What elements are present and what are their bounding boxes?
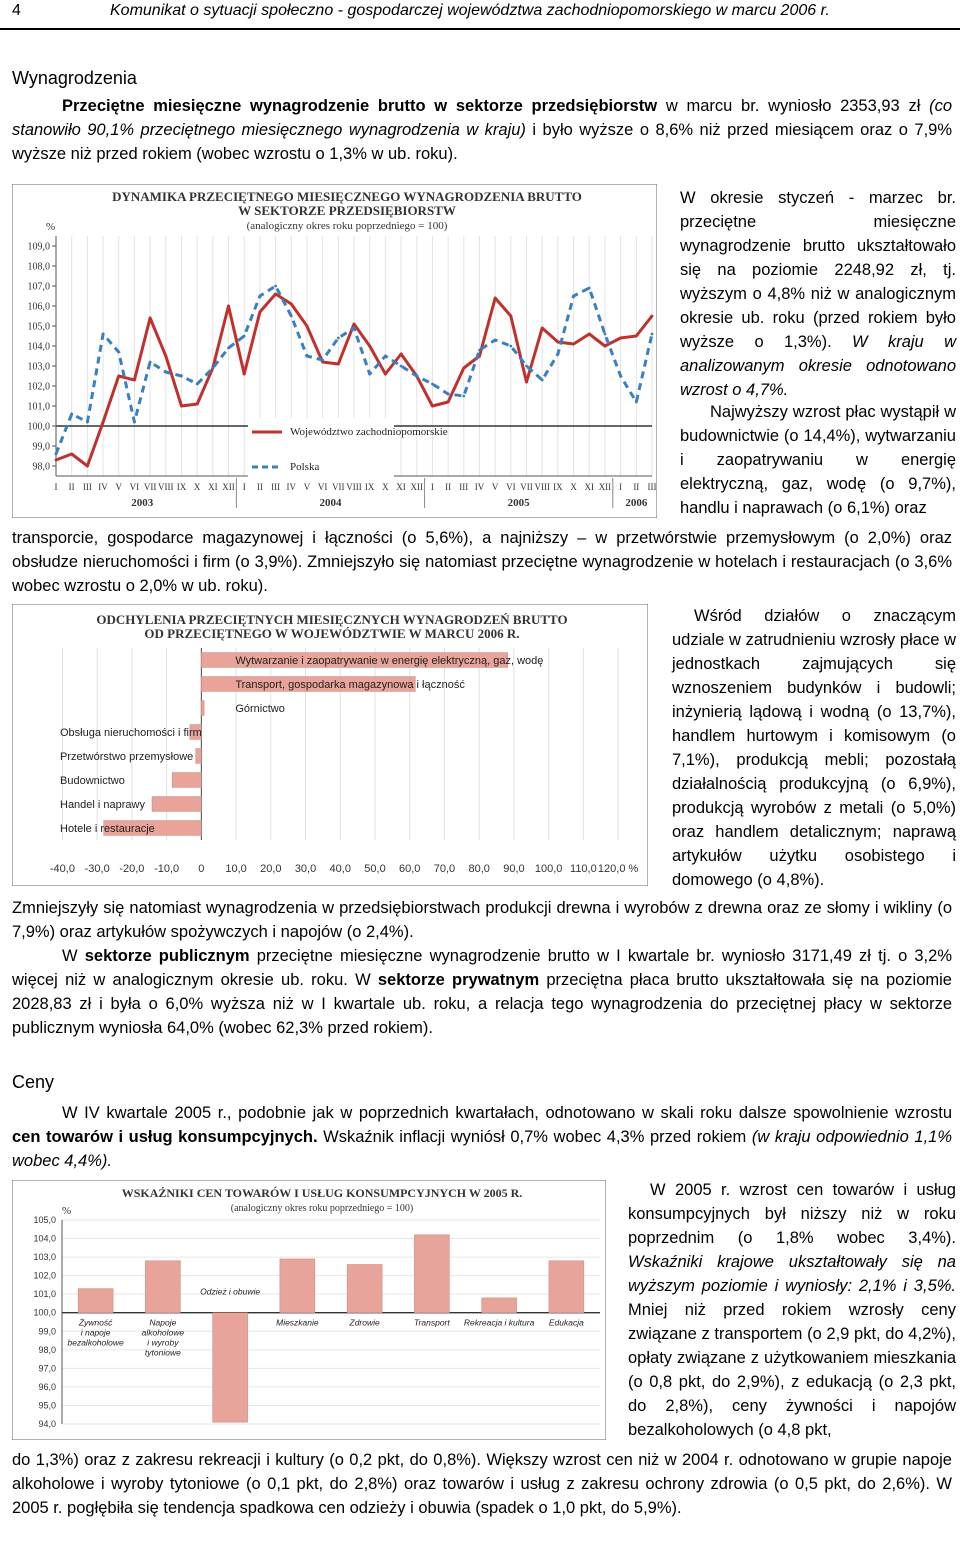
y-tick-label: 107,0: [27, 281, 50, 293]
x-tick-label: I: [54, 482, 58, 492]
data-point: [102, 421, 105, 424]
x-tick-label: 80,0: [468, 863, 490, 875]
wages-side-paragraph-3: Wśród działów o znaczącym udziale w zatrudnieniu wzrosły płace w jednostkach zajmujących się wznoszeniem budynków i budowli; inżynierią lądową i wodną (o 13,7%), handlem hurtowym i komisowym (o 7,1%), produkcją mebli; pozostałą działalnością produkcyjną (o 6,9%), produkcją wyrobów z metali (o 5,0%) oraz handlem detalicznym; naprawą artykułów użytku osobistego i domowego (o 4,8%).: [672, 607, 956, 889]
y-tick-label: 99,0: [38, 1326, 56, 1337]
x-tick-label: III: [271, 482, 281, 492]
y-tick-label: 94,0: [38, 1419, 56, 1429]
y-tick-label: 102,0: [27, 381, 50, 393]
bar-category-label: i napoje: [80, 1327, 111, 1338]
x-tick-label: VI: [317, 482, 328, 492]
bar-category-label: Transport, gospodarka magazynowa i łączność: [235, 679, 465, 691]
x-tick-label: II: [633, 482, 640, 492]
data-point: [321, 359, 324, 362]
x-tick-label: IV: [98, 482, 108, 492]
x-tick-label: 30,0: [294, 863, 317, 875]
data-point: [258, 295, 261, 298]
legend-label-region: Województwo zachodniopomorskie: [290, 426, 448, 438]
data-point: [635, 401, 638, 404]
x-tick-label: IV: [474, 482, 485, 492]
data-point: [337, 363, 340, 366]
data-point: [525, 381, 528, 384]
data-point: [353, 323, 356, 326]
x-tick-label: 60,0: [399, 863, 421, 875]
data-point: [133, 421, 136, 424]
prices-side-text-b: Mniej niż przed rokiem wzrosły ceny związane z transportem (o 2,9 pkt, do 4,2%), opłaty związane z użytkowaniem mieszkania (o 0,8 pkt, do 2,9%), z edukacją (o 2,3 pkt, do 2,8%), ceny żywności i napojów bezalkoholowych (o 4,8 pkt,: [628, 1301, 956, 1439]
x-tick-label: V: [491, 482, 499, 492]
wages-p4-text-a: W: [62, 947, 85, 965]
wages-p4-public-sector: sektorze publicznym: [84, 947, 250, 965]
data-point: [494, 297, 497, 300]
wages-side-paragraph-1: [680, 186, 956, 402]
y-axis-unit: %: [46, 221, 56, 233]
data-point: [164, 371, 167, 374]
x-tick-label: IX: [553, 482, 563, 492]
data-point: [274, 293, 277, 296]
year-label: 2003: [131, 497, 154, 509]
price-index-bar: [347, 1265, 382, 1313]
price-index-bar: [213, 1313, 248, 1422]
price-index-bar-chart: [12, 1180, 606, 1440]
wages-p1-bold: Przeciętne miesięczne wynagrodzenie brutto w sektorze przedsiębiorstw: [62, 97, 658, 115]
data-point: [227, 305, 230, 308]
wages-side1-text: W okresie styczeń - marzec br. przeciętne miesięczne wynagrodzenie brutto ukształtowało się na poziomie 2248,92 zł, tj. wyższym o 4,8% niż w analogicznym okresie ub. roku (przed rokiem było wyższe o 1,3%).: [680, 189, 956, 351]
bar-category-label: Wytwarzanie i zaopatrywanie w energię elektryczną, gaz, wodę: [235, 655, 544, 667]
x-tick-label: I: [619, 482, 623, 492]
x-tick-label: IV: [286, 482, 297, 492]
data-point: [556, 341, 559, 344]
data-point: [384, 355, 387, 358]
x-tick-label: 0: [198, 863, 205, 875]
data-point: [243, 373, 246, 376]
y-tick-label: 103,0: [27, 361, 50, 373]
data-point: [227, 347, 230, 350]
x-tick-label: II: [445, 482, 452, 492]
year-label: 2006: [625, 497, 648, 509]
y-tick-label: 103,0: [33, 1252, 56, 1263]
x-tick-label: XII: [598, 482, 612, 492]
y-tick-label: 105,0: [27, 321, 50, 333]
y-tick-label: 108,0: [27, 261, 50, 273]
x-tick-label: V: [115, 482, 122, 492]
x-tick-label: 110,0: [570, 863, 597, 875]
data-point: [117, 351, 120, 354]
deviation-bar: [196, 749, 202, 764]
data-point: [337, 337, 340, 340]
price-index-bar: [280, 1259, 315, 1313]
wages-paragraph-3: Zmniejszyły się natomiast wynagrodzenia w przedsiębiorstwach produkcji drewna i wyrobów z drewna oraz ze słomy i wikliny (o 7,9%) oraz artykułów spożywczych i napojów (o 2,4%).: [12, 899, 952, 941]
prices-side-text-a: W 2005 r. wzrost cen towarów i usług konsumpcyjnych był niższy niż w roku poprzednim (o 1,8% wobec 3,4%).: [628, 1181, 956, 1247]
data-point: [180, 405, 183, 408]
wages-p4-text-d: przeciętna płaca brutto ukształtowała się na poziomie 2028,83 zł i była o 6,0% wyższa niż w I kwartale ub. roku, a relacja tego wynagrodzenia do przeciętnej płacy w sektorze publicznym wyniosła 64,0% (wobec 62,3% przed rokiem).: [12, 971, 952, 1037]
x-tick-label: -40,0: [49, 863, 75, 875]
data-point: [55, 459, 58, 462]
data-point: [384, 373, 387, 376]
bar-category-label: Mieszkanie: [276, 1317, 319, 1328]
data-point: [509, 345, 512, 348]
bar-category-label: Żywność: [78, 1317, 113, 1328]
data-point: [243, 335, 246, 338]
chart-title: ODCHYLENIA PRZECIĘTNYCH MIESIĘCZNYCH WYNAGRODZEŃ BRUTTO: [96, 612, 568, 627]
y-tick-label: 100,0: [27, 421, 50, 433]
x-tick-label: 120,0 %: [597, 863, 639, 875]
y-tick-label: 97,0: [38, 1363, 56, 1374]
data-point: [509, 315, 512, 318]
wage-deviation-bar-chart: [12, 604, 648, 886]
section-heading-prices: Ceny: [12, 1072, 55, 1092]
x-tick-label: IX: [176, 482, 187, 492]
y-tick-label: 109,0: [27, 241, 50, 253]
x-tick-label: XI: [584, 482, 595, 492]
deviation-bar: [172, 773, 201, 788]
bar-category-label: Budownictwo: [60, 775, 125, 787]
x-tick-label: 50,0: [364, 863, 386, 875]
chart-frame: [12, 604, 648, 886]
data-point: [306, 355, 309, 358]
y-tick-label: 101,0: [27, 401, 50, 413]
bar-category-label: alkoholowe: [141, 1327, 185, 1338]
data-point: [86, 465, 89, 468]
data-point: [651, 333, 654, 336]
data-point: [462, 367, 465, 370]
data-point: [541, 327, 544, 330]
data-point: [133, 379, 136, 382]
data-point: [431, 383, 434, 386]
x-tick-label: XII: [222, 482, 235, 492]
chart-title: WSKAŹNIKI CEN TOWARÓW I USŁUG KONSUMPCYJNYCH W 2005 R.: [121, 1186, 523, 1200]
data-point: [400, 365, 403, 368]
data-point: [604, 333, 607, 336]
data-point: [541, 379, 544, 382]
y-axis-unit: %: [62, 1205, 72, 1217]
price-index-bar: [145, 1261, 180, 1313]
x-tick-label: IX: [364, 482, 375, 492]
wages-p1-end: i było wyższe o 8,6% niż przed miesiącem oraz o 7,9% wyższe niż przed rokiem (wobec wzrostu o 1,3% w ub. roku).: [12, 121, 952, 163]
y-tick-label: 100,0: [33, 1307, 56, 1318]
y-tick-label: 104,0: [33, 1233, 56, 1244]
data-point: [149, 317, 152, 320]
x-tick-label: -30,0: [84, 863, 110, 875]
bar-category-label: Górnictwo: [235, 703, 285, 715]
prices-paragraph-1: [12, 1101, 952, 1173]
data-point: [588, 287, 591, 290]
chart-subtitle: W SEKTORZE PRZEDSIĘBIORSTW: [238, 203, 456, 218]
section-heading-wages: Wynagrodzenia: [12, 68, 137, 88]
year-label: 2005: [507, 497, 530, 509]
data-point: [55, 453, 58, 456]
x-tick-label: VIII: [346, 482, 362, 492]
x-tick-label: VII: [332, 482, 345, 492]
x-tick-label: VII: [520, 482, 533, 492]
data-point: [196, 383, 199, 386]
data-point: [149, 361, 152, 364]
data-point: [447, 393, 450, 396]
x-tick-label: VIII: [534, 482, 550, 492]
x-tick-label: VI: [506, 482, 516, 492]
data-point: [368, 345, 371, 348]
price-index-bar: [482, 1298, 517, 1313]
chart-subtitle: OD PRZECIĘTNEGO W WOJEWÓDZTWIE W MARCU 2006 R.: [144, 626, 520, 641]
y-tick-label: 104,0: [27, 341, 50, 353]
data-point: [353, 327, 356, 330]
prices-side-italic: Wskaźniki krajowe ukształtowały się na wyższym poziomie i wyniosły: 2,1% i 3,5%.: [628, 1253, 956, 1295]
chart-title: DYNAMIKA PRZECIĘTNEGO MIESIĘCZNEGO WYNAGRODZENIA BRUTTO: [112, 189, 582, 204]
data-point: [619, 375, 622, 378]
x-tick-label: 70,0: [433, 863, 456, 875]
page-number: 4: [12, 2, 21, 19]
data-point: [274, 285, 277, 288]
wages-paragraph-4: [12, 944, 952, 1040]
bar-category-label: tytoniowe: [144, 1347, 181, 1358]
data-point: [462, 395, 465, 398]
data-point: [478, 349, 481, 352]
data-point: [70, 453, 73, 456]
data-point: [258, 311, 261, 314]
x-tick-label: 100,0: [534, 863, 563, 875]
prices-paragraph-2: do 1,3%) oraz z zakresu rekreacji i kultury (o 0,2 pkt, do 0,8%). Większy wzrost cen niż w 2004 r. odnotowano w grupie napoje alkoholowe i wyroby tytoniowe (o 0,1 pkt, do 2,8%) oraz towarów i usług z zakresu ochrony zdrowia (o 0,5 pkt, do 2,6%). W 2005 r. pogłębiła się tendencja spadkowa cen odzieży i obuwia (spadek o 1,0 pkt, do 5,9%).: [12, 1451, 952, 1517]
x-tick-label: -10,0: [154, 863, 180, 875]
bar-category-label: Rekreacja i kultura: [463, 1317, 535, 1328]
chart-note: (analogiczny okres roku poprzedniego = 100): [230, 1203, 414, 1214]
bar-category-label: Napoje: [149, 1317, 177, 1328]
data-point: [572, 343, 575, 346]
x-tick-label: 90,0: [503, 863, 525, 875]
data-point: [290, 315, 293, 318]
x-tick-label: VI: [129, 482, 140, 492]
price-index-bar: [414, 1235, 449, 1313]
x-tick-label: XI: [396, 482, 406, 492]
wages-p4-text-c: przeciętne miesięczne wynagrodzenie brutto w I kwartale br. wyniosło 3171,49 zł tj. o 3,2% więcej niż w analogicznym okresie ub. roku. W: [12, 947, 952, 989]
x-tick-label: III: [647, 482, 657, 492]
data-point: [164, 355, 167, 358]
x-tick-label: -20,0: [119, 863, 145, 875]
data-point: [211, 367, 214, 370]
y-tick-label: 98,0: [38, 1344, 56, 1355]
bar-category-label: Hotele i restauracje: [60, 823, 155, 835]
bar-category-label: Edukacja: [548, 1317, 584, 1328]
x-tick-label: V: [303, 482, 311, 492]
data-point: [306, 325, 309, 328]
data-point: [604, 345, 607, 348]
x-tick-label: 20,0: [260, 863, 282, 875]
price-index-bar: [78, 1289, 113, 1313]
data-point: [368, 373, 371, 376]
data-point: [86, 421, 89, 424]
prices-p1-bold: cen towarów i usług konsumpcyjnych.: [12, 1128, 318, 1146]
x-tick-label: I: [242, 482, 246, 492]
y-tick-label: 99,0: [32, 441, 50, 453]
legend-label-poland: Polska: [290, 461, 320, 473]
x-tick-label: VIII: [158, 482, 174, 492]
bar-category-label: Odzież i obuwie: [200, 1286, 261, 1297]
x-tick-label: 10,0: [225, 863, 247, 875]
year-label: 2004: [319, 497, 342, 509]
y-tick-label: 96,0: [38, 1381, 56, 1392]
data-point: [290, 303, 293, 306]
wages-p1-text: w marcu br. wyniosło 2353,93 zł: [657, 97, 930, 115]
x-tick-label: X: [193, 482, 201, 492]
bar-category-label: Transport: [414, 1317, 450, 1328]
data-point: [431, 405, 434, 408]
data-point: [651, 315, 654, 318]
x-tick-label: III: [82, 482, 92, 492]
price-index-bar: [549, 1261, 584, 1313]
x-tick-label: II: [256, 482, 263, 492]
y-tick-label: 95,0: [38, 1400, 56, 1411]
wages-paragraph-2: transporcie, gospodarce magazynowej i łączności (o 5,6%), a najniższy – w przetwórstwie przemysłowym (o 2,0%) oraz obsłudze nieruchomości i firm (o 3,9%). Zmniejszyło się natomiast przeciętne wynagrodzenie w hotelach i restauracjach (o 3,6% wobec wzrostu o 2,0% w ub. roku).: [12, 529, 952, 595]
wages-p1-italic: (co stanowiło 90,1% przeciętnego miesięcznego wynagrodzenia w kraju): [12, 97, 952, 139]
data-point: [556, 353, 559, 356]
prices-side-paragraph: [628, 1178, 956, 1442]
x-tick-label: I: [430, 482, 434, 492]
x-tick-label: X: [382, 482, 389, 492]
x-tick-label: VII: [143, 482, 157, 492]
bar-category-label: Obsługa nieruchomości i firm: [60, 727, 202, 739]
y-tick-label: 102,0: [33, 1270, 56, 1281]
wages-paragraph-1: [12, 94, 952, 166]
data-point: [400, 353, 403, 356]
bar-category-label: Zdrowie: [349, 1317, 380, 1328]
header-rule: [0, 28, 960, 30]
data-point: [588, 333, 591, 336]
y-tick-label: 105,0: [33, 1215, 56, 1225]
deviation-bar: [201, 701, 204, 716]
prices-p1-text-a: W IV kwartale 2005 r., podobnie jak w poprzednich kwartałach, odnotowano w skali roku dalsze spowolnienie wzrostu: [62, 1104, 952, 1122]
data-point: [447, 401, 450, 404]
bar-category-label: i wyroby: [147, 1337, 179, 1348]
x-tick-label: XI: [208, 482, 218, 492]
y-tick-label: 98,0: [32, 461, 50, 473]
prices-p1-text-c: Wskaźnik inflacji wyniósł 0,7% wobec 4,3% przed rokiem: [317, 1128, 752, 1146]
wages-side-paragraph-2: Najwyższy wzrost płac wystąpił w budownictwie (o 14,4%), wytwarzaniu i zaopatrywaniu w energię elektryczną, gaz, wodę (o 9,7%), handlu i naprawach (o 6,1%) oraz: [680, 403, 956, 517]
bar-category-label: Przetwórstwo przemysłowe: [60, 751, 194, 763]
x-tick-label: II: [68, 482, 75, 492]
x-tick-label: III: [459, 482, 469, 492]
data-point: [196, 403, 199, 406]
y-tick-label: 101,0: [33, 1289, 56, 1300]
running-header: Komunikat o sytuacji społeczno - gospodarczej województwa zachodniopomorskiego w marcu 2006 r.: [110, 2, 830, 19]
data-point: [180, 375, 183, 378]
data-point: [494, 339, 497, 342]
bar-category-label: Handel i naprawy: [60, 799, 145, 811]
chart-note: (analogiczny okres roku poprzedniego = 100): [246, 220, 448, 232]
data-point: [117, 375, 120, 378]
data-point: [102, 333, 105, 336]
wages-side1-italic: W kraju w analizowanym okresie odnotowano wzrost o 4,7%.: [680, 333, 956, 399]
wage-dynamics-line-chart: [12, 184, 657, 518]
data-point: [572, 295, 575, 298]
deviation-bar: [152, 797, 201, 812]
prices-p1-italic: (w kraju odpowiednio 1,1% wobec 4,4%).: [12, 1128, 953, 1170]
data-point: [70, 413, 73, 416]
y-tick-label: 106,0: [27, 301, 50, 313]
data-point: [415, 375, 418, 378]
bar-category-label: bezalkoholowe: [67, 1337, 124, 1348]
data-point: [635, 335, 638, 338]
data-point: [619, 337, 622, 340]
wages-p4-private-sector: sektorze prywatnym: [377, 971, 540, 989]
x-tick-label: X: [570, 482, 577, 492]
data-point: [525, 365, 528, 368]
x-tick-label: 40,0: [329, 863, 351, 875]
x-tick-label: XII: [410, 482, 423, 492]
